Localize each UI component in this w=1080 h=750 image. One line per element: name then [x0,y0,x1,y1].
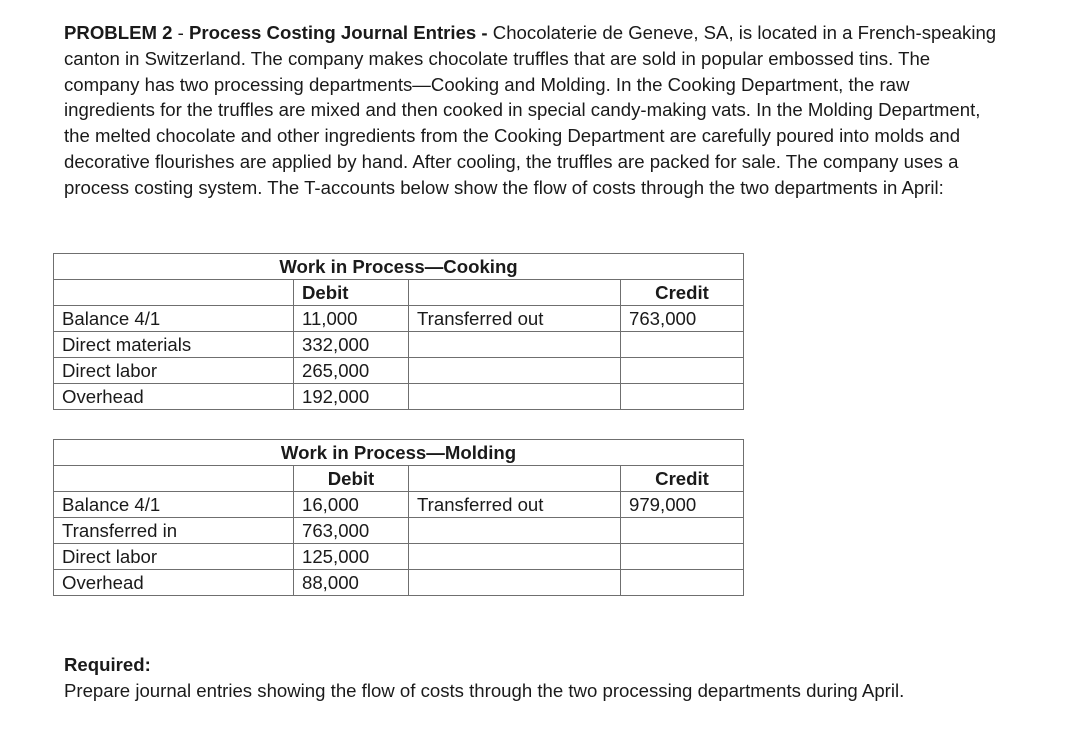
credit-amount [621,358,744,384]
problem-title: Process Costing Journal Entries - [189,22,488,43]
header-blank-left [54,466,294,492]
row-label: Direct labor [54,544,294,570]
debit-header: Debit [294,280,409,306]
credit-label [409,332,621,358]
header-blank-middle [409,466,621,492]
required-text: Prepare journal entries showing the flow of costs through the two processing departments during April. [64,680,905,701]
debit-amount: 763,000 [294,518,409,544]
credit-amount [621,544,744,570]
debit-amount: 192,000 [294,384,409,410]
t-account-title: Work in Process—Cooking [54,254,744,280]
credit-header: Credit [621,466,744,492]
table-row [54,492,744,518]
row-label: Balance 4/1 [54,492,294,518]
required-label: Required: [64,654,151,675]
credit-amount [621,384,744,410]
credit-amount [621,332,744,358]
table-row [54,306,744,332]
problem-label: PROBLEM 2 [64,22,173,43]
credit-amount [621,570,744,596]
table-row [54,384,744,410]
table-row [54,358,744,384]
row-label: Direct materials [54,332,294,358]
credit-label [409,518,621,544]
credit-label [409,570,621,596]
t-account-molding [53,439,744,596]
debit-amount: 11,000 [294,306,409,332]
problem-separator: - [172,22,190,43]
debit-amount: 332,000 [294,332,409,358]
debit-header: Debit [294,466,409,492]
credit-label [409,384,621,410]
table-row [54,332,744,358]
row-label: Direct labor [54,358,294,384]
t-account-title: Work in Process—Molding [54,440,744,466]
t-account-cooking [53,253,744,410]
credit-amount [621,518,744,544]
problem-text: Chocolaterie de Geneve, SA, is located in a French-speaking canton in Switzerland. The company makes chocolate truffles that are sold in popular embossed tins. The company has two processing departments—Cooking and Molding. In the Cooking Department, the raw ingredients for the truffles are mixed and then cooked in special candy-making vats. In the Molding Department, the melted chocolate and other ingredients from the Cooking Department are carefully poured into molds and decorative flourishes are applied by hand. After cooling, the truffles are packed for sale. The company uses a process costing system. The T-accounts below show the flow of costs through the two departments in April: [64,22,997,198]
t-account-header-row [54,466,744,492]
credit-label [409,358,621,384]
t-account-title-row [54,440,744,466]
table-row [54,518,744,544]
debit-amount: 265,000 [294,358,409,384]
t-account-header-row [54,280,744,306]
debit-amount: 125,000 [294,544,409,570]
credit-label [409,544,621,570]
row-label: Balance 4/1 [54,306,294,332]
row-label: Overhead [54,384,294,410]
credit-header: Credit [621,280,744,306]
credit-label: Transferred out [409,492,621,518]
table-row [54,544,744,570]
required-section [64,652,1024,704]
debit-amount: 16,000 [294,492,409,518]
t-account-title-row [54,254,744,280]
table-row [54,570,744,596]
problem-statement [64,20,1004,201]
header-blank-left [54,280,294,306]
row-label: Overhead [54,570,294,596]
header-blank-middle [409,280,621,306]
credit-label: Transferred out [409,306,621,332]
credit-amount: 763,000 [621,306,744,332]
credit-amount: 979,000 [621,492,744,518]
debit-amount: 88,000 [294,570,409,596]
row-label: Transferred in [54,518,294,544]
